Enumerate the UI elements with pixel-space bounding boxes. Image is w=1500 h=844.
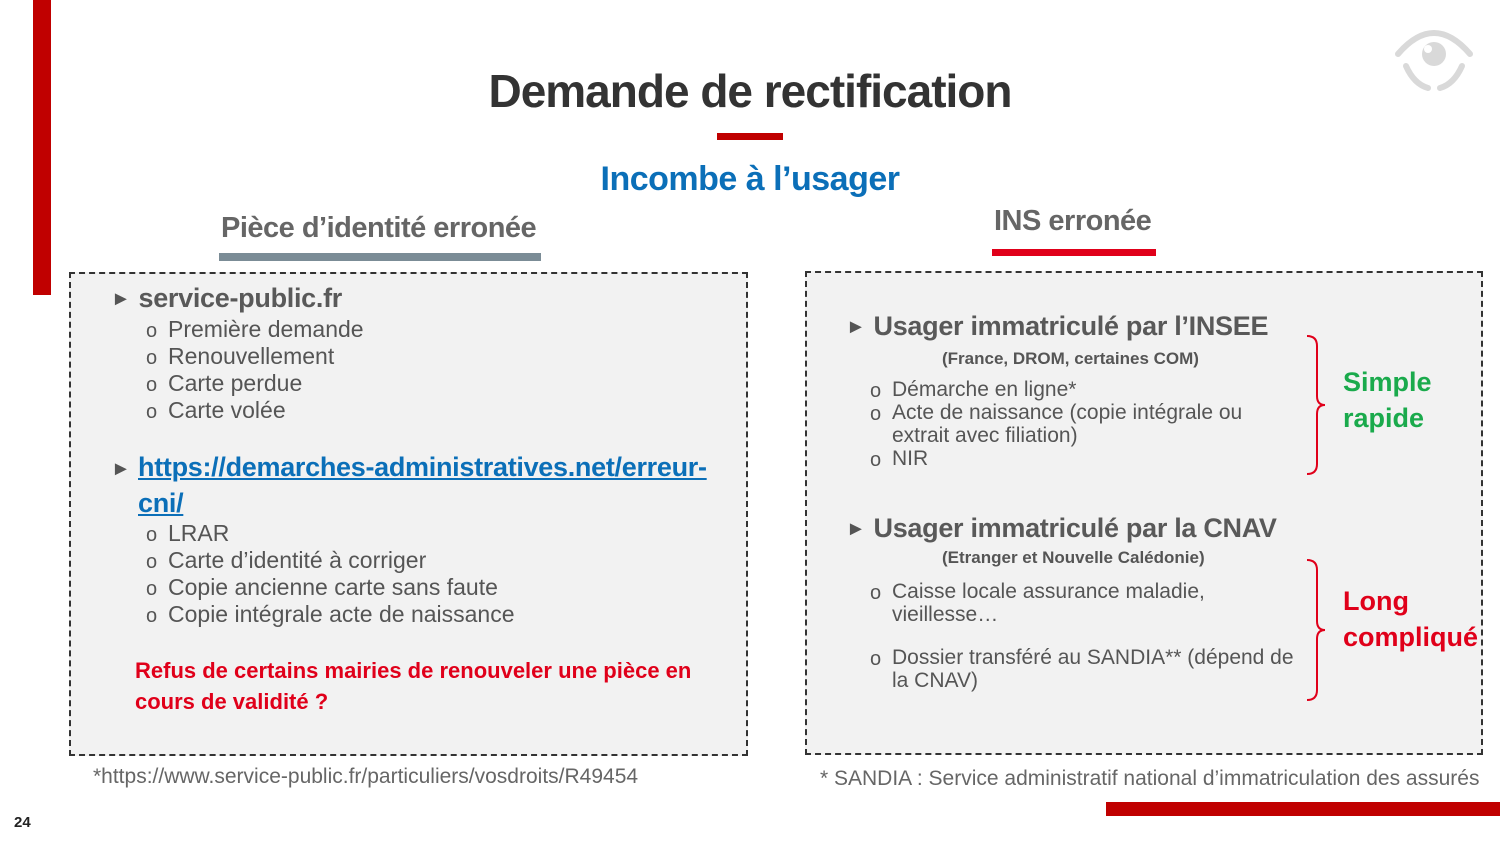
bullet-label: Usager immatriculé par la CNAV: [873, 513, 1277, 543]
list-item: o Copie ancienne carte sans faute: [146, 574, 515, 601]
list-item: o Première demande: [146, 316, 364, 343]
list-item: o Carte volée: [146, 397, 364, 424]
list-item: o Carte d’identité à corriger: [146, 547, 515, 574]
bottom-accent-bar: [1106, 802, 1500, 816]
bullet-service-public: [111, 283, 342, 314]
insee-scope-note: (France, DROM, certaines COM): [942, 349, 1199, 368]
list-item: o Dossier transféré au SANDIA** (dépend de la CNAV): [870, 646, 1300, 692]
tag-line: compliqué: [1343, 622, 1479, 652]
bullet-label: Usager immatriculé par l’INSEE: [873, 311, 1269, 341]
bullet-insee: [846, 311, 1268, 342]
list-item: o Acte de naissance (copie intégrale ou extrait avec filiation): [870, 401, 1300, 447]
title-underline: [717, 133, 783, 140]
list-item: o Carte perdue: [146, 370, 364, 397]
triangle-bullet-icon: ►: [846, 518, 866, 540]
slide-title: Demande de rectification: [488, 65, 1012, 117]
list-item: o LRAR: [146, 520, 515, 547]
long-complicated-tag: [1343, 583, 1478, 655]
refusal-warning: [135, 655, 695, 717]
right-brace-icon: [1305, 334, 1327, 476]
tag-line: rapide: [1343, 403, 1425, 433]
left-footnote: *https://www.service-public.fr/particuliers/vosdroits/R49454: [93, 765, 639, 788]
triangle-bullet-icon: ►: [111, 458, 131, 480]
list-item: o Démarche en ligne*: [870, 378, 1300, 401]
page-number: 24: [14, 814, 31, 831]
demarches-link-line1[interactable]: https://demarches-administratives.net/erreur-: [138, 452, 707, 482]
right-footnote: * SANDIA : Service administratif national d’immatriculation des assurés: [820, 767, 1480, 790]
list-item: o NIR: [870, 447, 1300, 470]
triangle-bullet-icon: ►: [111, 288, 131, 310]
tag-line: Long: [1343, 586, 1409, 616]
bullet-cnav: [846, 513, 1277, 544]
warning-line: cours de validité ?: [135, 689, 329, 714]
list-item: o Copie intégrale acte de naissance: [146, 601, 515, 628]
warning-line: Refus de certains mairies de renouveler une pièce en: [135, 658, 692, 683]
service-public-list: [146, 316, 364, 424]
list-item: o Caisse locale assurance maladie, vieillesse…: [870, 580, 1300, 626]
left-accent-bar: [33, 0, 51, 295]
bullet-label: service-public.fr: [138, 283, 342, 313]
left-column-heading: Pièce d’identité erronée: [221, 212, 537, 244]
slide-subtitle: Incombe à l’usager: [600, 160, 900, 198]
simple-fast-tag: [1343, 364, 1432, 436]
right-heading-underline: [992, 249, 1156, 256]
cnav-list: [870, 580, 1300, 692]
demarches-link-line2[interactable]: cni/: [138, 488, 184, 518]
demarches-list: [146, 520, 515, 628]
cnav-scope-note: (Etranger et Nouvelle Calédonie): [942, 548, 1205, 567]
list-item: o Renouvellement: [146, 343, 364, 370]
tag-line: Simple: [1343, 367, 1432, 397]
insee-list: [870, 378, 1300, 470]
right-column-heading: INS erronée: [994, 205, 1152, 237]
left-heading-underline: [219, 253, 541, 261]
right-brace-icon: [1305, 558, 1327, 702]
triangle-bullet-icon: ►: [846, 316, 866, 338]
